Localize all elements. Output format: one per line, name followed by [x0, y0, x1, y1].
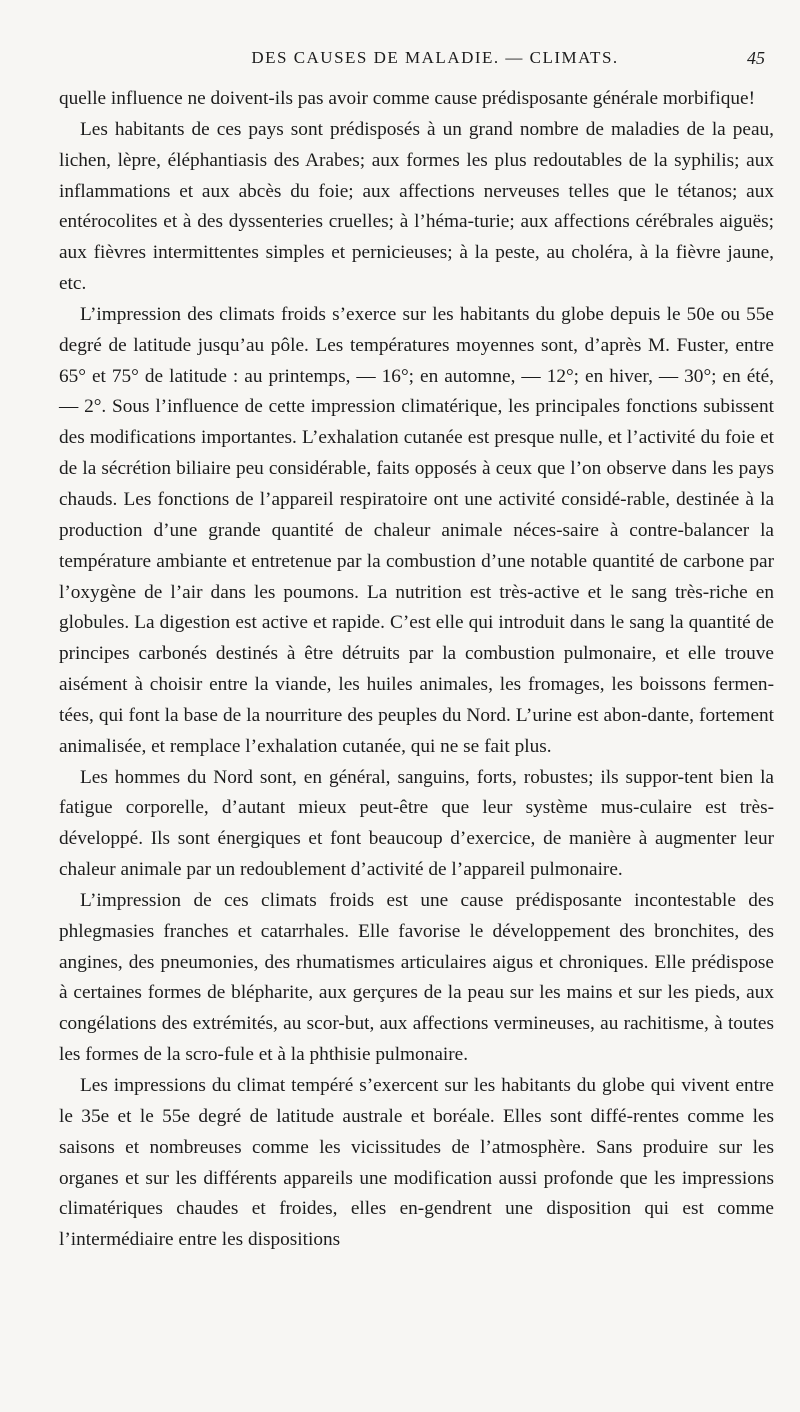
- paragraph-hot-climate-diseases: Les habitants de ces pays sont prédisposés à un grand nombre de maladies de la peau, lichen, lèpre, éléphantiasis des Arabes; aux formes les plus redoutables de la syphilis; aux inflammations et aux abcès du foie; aux affections nerveuses telles que le tétanos; aux entérocolites et à des dyssenteries cruelles; à l’héma-turie; aux affections cérébrales aiguës; aux fièvres intermittentes simples et pernicieuses; à la peste, au choléra, à la fièvre jaune, etc.: [59, 118, 774, 295]
- paragraph-continuation: quelle influence ne doivent-ils pas avoir comme cause prédisposante générale morbifique!: [59, 88, 756, 109]
- paragraph-northern-men: Les hommes du Nord sont, en général, sanguins, forts, robustes; ils suppor-tent bien la fatigue corporelle, d’autant mieux peut-être que leur système mus-culaire est très-développé. Ils sont énergiques et font beaucoup d’exercice, de manière à augmenter leur chaleur animale par un redoublement d’activité de l’appareil pulmonaire.: [59, 766, 774, 881]
- running-title: DES CAUSES DE MALADIE. — CLIMATS.: [251, 48, 619, 67]
- paragraph-cold-climate-impression: L’impression des climats froids s’exerce sur les habitants du globe depuis le 50e ou 55e degré de latitude jusqu’au pôle. Les températures moyennes sont, d’après M. Fuster, entre 65° et 75° de latitude : au printemps, — 16°; en automne, — 12°; en hiver, — 30°; en été, — 2°. Sous l’influence de cette impression climatérique, les principales fonctions subissent des modifications importantes. L’exhalation cutanée est presque nulle, et l’activité du foie et de la sécrétion biliaire peu considérable, faits opposés à ceux que l’on observe dans les pays chauds. Les fonctions de l’appareil respiratoire ont une activité considé-rable, destinée à la production d’une grande quantité de chaleur animale néces-saire à contre-balancer la température ambiante et entretenue par la combustion d’une notable quantité de carbone par l’oxygène de l’air dans les poumons. La nutrition est très-active et le sang très-riche en globules. La digestion est active et rapide. C’est elle qui introduit dans le sang la quantité de principes carbonés destinés à être détruits par la combustion pulmonaire, et elle trouve aisément à choisir entre la viande, les huiles animales, les fromages, les boissons fermen-tées, qui font la base de la nourriture des peuples du Nord. L’urine est abon-dante, fortement animalisée, et remplace l’exhalation cutanée, qui ne se fait plus.: [59, 303, 774, 757]
- page-number: 45: [747, 48, 765, 68]
- running-head: [105, 48, 765, 78]
- body-text: [59, 84, 774, 1256]
- paragraph-temperate-climate: Les impressions du climat tempéré s’exercent sur les habitants du globe qui vivent entre le 35e et le 55e degré de latitude australe et boréale. Elles sont diffé-rentes comme les saisons et nombreuses comme les vicissitudes de l’atmosphère. Sans produire sur les organes et sur les différents appareils une modification aussi profonde que les impressions climatériques chaudes et froides, elles en-gendrent une disposition qui est comme l’intermédiaire entre les dispositions: [59, 1075, 774, 1251]
- paragraph-cold-climate-diseases: L’impression de ces climats froids est une cause prédisposante incontestable des phlegmasies franches et catarrhales. Elle favorise le développement des bronchites, des angines, des pneumonies, des rhumatismes articulaires aigus et chroniques. Elle prédispose à certaines formes de blépharite, aux gerçures de la peau sur les mains et sur les pieds, aux congélations des extrémités, au scor-but, aux affections vermineuses, au rachitisme, à toutes les formes de la scro-fule et à la phthisie pulmonaire.: [59, 889, 774, 1066]
